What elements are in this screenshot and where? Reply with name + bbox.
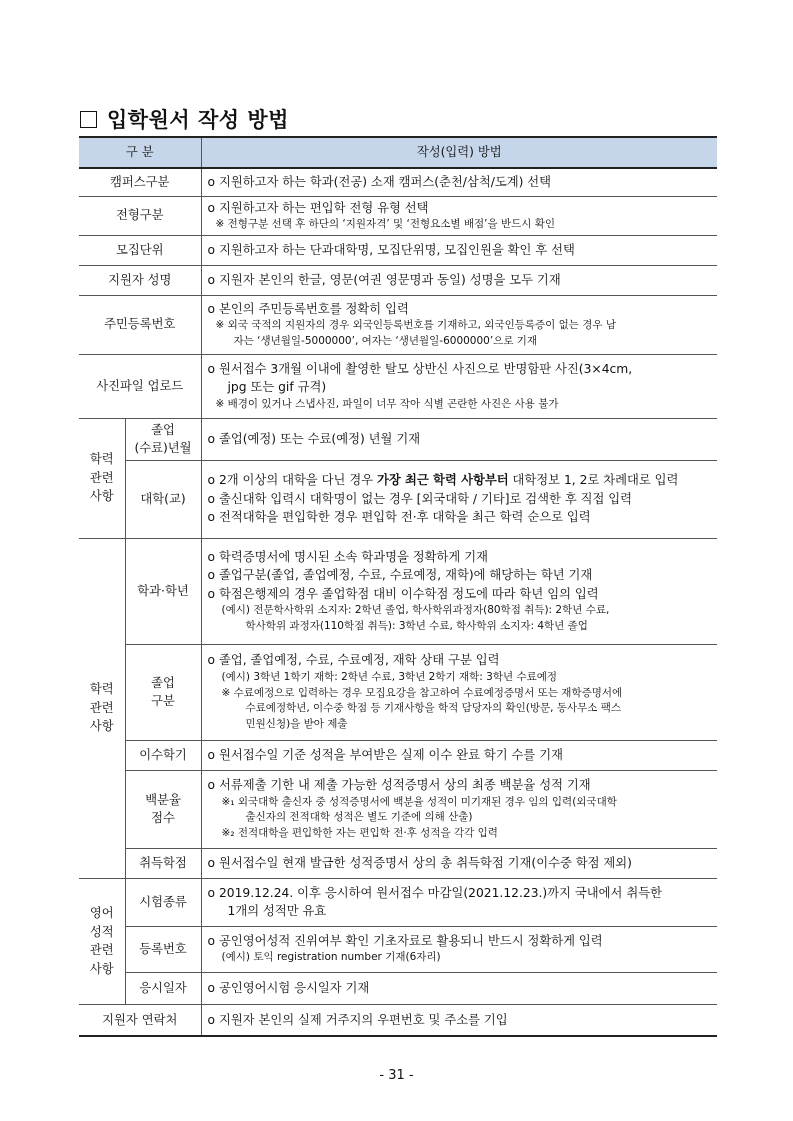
- row-label: 대학(교): [125, 460, 201, 538]
- row-text: o 공인영어시험 응시일자 기재: [201, 972, 717, 1004]
- table-row: [79, 770, 717, 848]
- row-text-line: o 학력증명서에 명시된 소속 학과명을 정확하게 기재: [207, 549, 488, 564]
- page-title: [80, 104, 289, 134]
- page-title-text: 입학원서 작성 방법: [107, 108, 289, 132]
- checkbox-square-icon: [80, 111, 97, 128]
- table-row: [79, 926, 717, 972]
- group-label: 영어 성적 관련 사항: [79, 878, 125, 1004]
- row-note: ※ 수료예정으로 입력하는 경우 모집요강을 참고하여 수료예정증명서 또는 재학증명서에: [221, 686, 623, 699]
- table-row: [79, 848, 717, 878]
- row-note: 자는 ‘생년월일-5000000’, 여자는 ‘생년월일-6000000’으로 기재: [233, 334, 538, 347]
- row-text: o 지원자 본인의 실제 거주지의 우편번호 및 주소를 기입: [201, 1004, 717, 1036]
- row-example: (예시) 3학년 1학기 재학: 2학년 수료, 3학년 2학기 재학: 3학년 수료예정: [221, 670, 558, 683]
- row-text-line: o 졸업, 졸업예정, 수료, 수료예정, 재학 상태 구분 입력: [207, 653, 500, 668]
- table-row: [79, 878, 717, 926]
- row-text-line: o 학점은행제의 경우 졸업학점 대비 이수학점 정도에 따라 학년 임의 입력: [207, 586, 599, 601]
- table-header-row: [79, 137, 717, 168]
- row-label: 이수학기: [125, 740, 201, 770]
- row-text-line: o 원서접수 3개월 이내에 촬영한 탈모 상반신 사진으로 반명함판 사진(3×4cm,: [207, 361, 633, 376]
- row-note: ※ 외국 국적의 지원자의 경우 외국인등록번호를 기재하고, 외국인등록증이 없는 경우 남: [215, 319, 617, 332]
- row-text: [201, 354, 717, 418]
- row-label: 캠퍼스구분: [79, 168, 201, 196]
- row-text-line: o 공인영어성적 진위여부 확인 기초자료로 활용되니 반드시 정확하게 입력: [207, 933, 603, 948]
- row-label: 시험종류: [125, 878, 201, 926]
- table-row: [79, 168, 717, 196]
- table-row: [79, 972, 717, 1004]
- table-row: [79, 644, 717, 740]
- table-row: [79, 265, 717, 295]
- row-text-line: 1개의 성적만 유효: [227, 904, 327, 919]
- row-example: 학사학위 과정자(110학점 취득): 3학년 수료, 학사학위 소지자: 4학년 졸업: [245, 619, 588, 632]
- row-label: 모집단위: [79, 235, 201, 265]
- row-text: o 원서접수일 현재 발급한 성적증명서 상의 총 취득학점 기재(이수중 학점 제외): [201, 848, 717, 878]
- row-label: 응시일자: [125, 972, 201, 1004]
- row-text: [201, 878, 717, 926]
- table-row: [79, 538, 717, 644]
- row-example: (예시) 토익 registration number 기재(6자리): [221, 951, 441, 964]
- row-text-line: o 2개 이상의 대학을 다닌 경우 가장 최근 학력 사항부터 대학정보 1, 2로 차례대로 입력: [207, 473, 679, 488]
- row-text: [201, 538, 717, 644]
- row-text: o 지원하고자 하는 학과(전공) 소재 캠퍼스(춘천/삼척/도계) 선택: [201, 168, 717, 196]
- header-category: 구 분: [79, 137, 201, 168]
- row-text-line: o 서류제출 기한 내 제출 가능한 성적증명서 상의 최종 백분율 성적 기재: [207, 778, 591, 793]
- row-example: (예시) 전문학사학위 소지자: 2학년 졸업, 학사학위과정자(80학점 취득): 2학년 수료,: [221, 603, 610, 616]
- row-note: ※ 전형구분 선택 후 하단의 ‘지원자격’ 및 ‘전형요소별 배점’을 반드시 확인: [215, 217, 556, 230]
- row-label: 전형구분: [79, 196, 201, 235]
- row-note: ※ 배경이 있거나 스냅사진, 파일이 너무 작아 식별 곤란한 사진은 사용 불가: [215, 397, 559, 410]
- header-method: 작성(입력) 방법: [201, 137, 717, 168]
- row-note: ※₂ 전적대학을 편입학한 자는 편입학 전·후 성적을 각각 입력: [221, 827, 498, 840]
- row-label: 사진파일 업로드: [79, 354, 201, 418]
- table-row: [79, 740, 717, 770]
- row-text-line: o 전적대학을 편입학한 경우 편입학 전·후 대학을 최근 학력 순으로 입력: [207, 510, 591, 525]
- row-text-line: jpg 또는 gif 규격): [227, 380, 327, 395]
- row-label: 백분율 점수: [125, 770, 201, 848]
- row-label: 졸업 (수료)년월: [125, 418, 201, 460]
- row-text: [201, 295, 717, 354]
- row-text-line: o 출신대학 입력시 대학명이 없는 경우 [외국대학 / 기타]로 검색한 후 직접 입력: [207, 491, 633, 506]
- row-label: 학과·학년: [125, 538, 201, 644]
- row-text: [201, 460, 717, 538]
- table-row: [79, 354, 717, 418]
- row-text: [201, 196, 717, 235]
- row-text: [201, 926, 717, 972]
- row-note: 수료예정학년, 이수중 학점 등 기재사항을 학적 담당자의 확인(방문, 동사무소 팩스: [245, 702, 622, 715]
- row-label: 졸업 구분: [125, 644, 201, 740]
- row-label: 주민등록번호: [79, 295, 201, 354]
- table-row: [79, 295, 717, 354]
- row-text: o 원서접수일 기준 성적을 부여받은 실제 이수 완료 학기 수를 기재: [201, 740, 717, 770]
- group-label: 학력 관련 사항: [79, 538, 125, 878]
- row-label: 등록번호: [125, 926, 201, 972]
- table-row: [79, 196, 717, 235]
- row-text-line: o 본인의 주민등록번호를 정확히 입력: [207, 301, 409, 316]
- page-number: - 31 -: [379, 1068, 414, 1083]
- row-note: ※₁ 외국대학 출신자 중 성적증명서에 백분율 성적이 미기재된 경우 임의 입력(외국대학: [221, 795, 617, 808]
- table-row: [79, 460, 717, 538]
- row-label: 지원자 성명: [79, 265, 201, 295]
- row-note: 민원신청)을 받아 제출: [245, 718, 348, 731]
- table-row: [79, 235, 717, 265]
- table-row: [79, 1004, 717, 1036]
- row-label: 취득학점: [125, 848, 201, 878]
- row-text: o 지원자 본인의 한글, 영문(여권 영문명과 동일) 성명을 모두 기재: [201, 265, 717, 295]
- row-text: [201, 644, 717, 740]
- row-note: 출신자의 전적대학 성적은 별도 기준에 의해 산출): [245, 811, 473, 824]
- row-text: o 지원하고자 하는 단과대학명, 모집단위명, 모집인원을 확인 후 선택: [201, 235, 717, 265]
- row-text-line: o 2019.12.24. 이후 응시하여 원서접수 마감일(2021.12.23.)까지 국내에서 취득한: [207, 885, 662, 900]
- row-text: [201, 770, 717, 848]
- row-text: o 졸업(예정) 또는 수료(예정) 년월 기재: [201, 418, 717, 460]
- row-label: 지원자 연락처: [79, 1004, 201, 1036]
- row-text-line: o 지원하고자 하는 편입학 전형 유형 선택: [207, 200, 429, 215]
- table-row: [79, 418, 717, 460]
- row-text-line: o 졸업구분(졸업, 졸업예정, 수료, 수료예정, 재학)에 해당하는 학년 기재: [207, 568, 593, 583]
- group-label: 학력 관련 사항: [79, 418, 125, 538]
- instructions-table: [79, 136, 717, 1037]
